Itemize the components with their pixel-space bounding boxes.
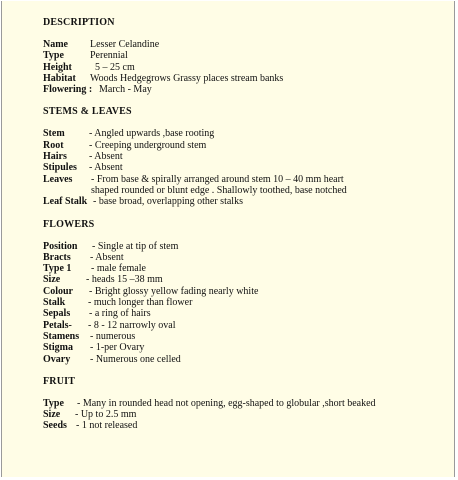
- field-label: Colour: [43, 285, 73, 297]
- field-label: Type 1: [43, 263, 72, 275]
- field-label: Position: [43, 240, 78, 252]
- field-value: - a ring of hairs: [89, 308, 151, 320]
- field-label: Stem: [43, 128, 65, 140]
- section-description: [43, 17, 453, 95]
- field-value: - From base & spirally arranged around stem 10 – 40 mm heart shaped rounded or blunt edge . Shallowly toothed, base notched: [91, 173, 347, 196]
- field-value: Lesser Celandine: [90, 39, 160, 50]
- row-size: [43, 274, 453, 285]
- section-fruit: [43, 376, 453, 432]
- field-value: Perennial: [90, 50, 128, 62]
- row-bracts: [43, 252, 453, 263]
- row-type: [43, 50, 453, 61]
- field-label: Stipules: [43, 162, 77, 174]
- field-label: Flowering :: [43, 84, 93, 96]
- row-name: [43, 39, 453, 50]
- field-value: - Absent: [89, 162, 123, 174]
- field-value: March - May: [99, 84, 152, 96]
- field-value: - Absent: [89, 151, 123, 163]
- field-value: - numerous: [90, 330, 136, 342]
- field-label: Bracts: [43, 251, 71, 263]
- field-value: - male female: [91, 263, 146, 275]
- field-value: - Numerous one celled: [90, 353, 181, 365]
- field-label: Size: [43, 274, 61, 286]
- field-value: - Bright glossy yellow fading nearly white: [89, 285, 259, 297]
- row-leaves: [43, 174, 453, 197]
- field-value: - much longer than flower: [88, 297, 193, 309]
- field-label: Size: [43, 409, 61, 421]
- field-value: - Absent: [90, 251, 124, 263]
- field-value: - heads 15 –38 mm: [86, 274, 163, 286]
- field-value: - base broad, overlapping other stalks: [93, 196, 243, 208]
- field-label: Name: [43, 39, 68, 50]
- field-value: - Creeping underground stem: [89, 139, 207, 151]
- row-root: [43, 140, 453, 151]
- row-stipules: [43, 162, 453, 173]
- row-ovary: [43, 354, 453, 365]
- row-seeds: [43, 420, 453, 431]
- document-content: [43, 17, 453, 443]
- section-flowers: [43, 219, 453, 365]
- field-label: Leaf Stalk: [43, 196, 88, 208]
- field-value: - 1-per Ovary: [90, 342, 145, 354]
- field-label: Height: [43, 61, 72, 73]
- field-label: Hairs: [43, 151, 67, 163]
- row-stalk: [43, 297, 453, 308]
- row-stem: [43, 128, 453, 139]
- row-fruit-type: [43, 398, 453, 409]
- field-label: Ovary: [43, 353, 71, 365]
- field-value: - 1 not released: [76, 420, 138, 432]
- section-heading: DESCRIPTION: [43, 17, 115, 28]
- field-label: Habitat: [43, 72, 76, 84]
- row-leaf-stalk: [43, 196, 453, 207]
- field-value: - Up to 2.5 mm: [75, 409, 137, 421]
- field-label: Stalk: [43, 297, 66, 309]
- section-heading: FLOWERS: [43, 218, 95, 230]
- field-label: Type: [43, 50, 64, 62]
- field-value: - Many in rounded head not opening, egg-shaped to globular ,short beaked: [77, 397, 376, 409]
- field-label: Seeds: [43, 420, 67, 432]
- row-habitat: [43, 73, 453, 84]
- row-flowering: [43, 84, 453, 95]
- row-petals: [43, 320, 453, 331]
- section-stems-leaves: [43, 106, 453, 207]
- field-label: Type: [43, 397, 64, 409]
- row-stamens: [43, 331, 453, 342]
- field-value: 5 – 25 cm: [95, 61, 135, 73]
- row-height: [43, 62, 453, 73]
- document-page: [1, 1, 455, 477]
- row-position: [43, 241, 453, 252]
- row-stigma: [43, 342, 453, 353]
- row-hairs: [43, 151, 453, 162]
- field-value: Woods Hedgegrows Grassy places stream banks: [90, 72, 284, 84]
- section-heading: FRUIT: [43, 375, 76, 387]
- field-label: Root: [43, 139, 64, 151]
- section-heading: STEMS & LEAVES: [43, 106, 132, 118]
- field-value: - Single at tip of stem: [92, 240, 179, 252]
- row-type-1: [43, 263, 453, 274]
- field-label: Leaves: [43, 173, 73, 185]
- row-sepals: [43, 308, 453, 319]
- field-value: - 8 - 12 narrowly oval: [88, 319, 176, 331]
- field-label: Stamens: [43, 330, 80, 342]
- field-label: Stigma: [43, 342, 73, 354]
- field-label: Sepals: [43, 308, 71, 320]
- row-colour: [43, 286, 453, 297]
- field-label: Petals-: [43, 319, 72, 331]
- field-value: - Angled upwards ,base rooting: [89, 128, 215, 140]
- row-fruit-size: [43, 409, 453, 420]
